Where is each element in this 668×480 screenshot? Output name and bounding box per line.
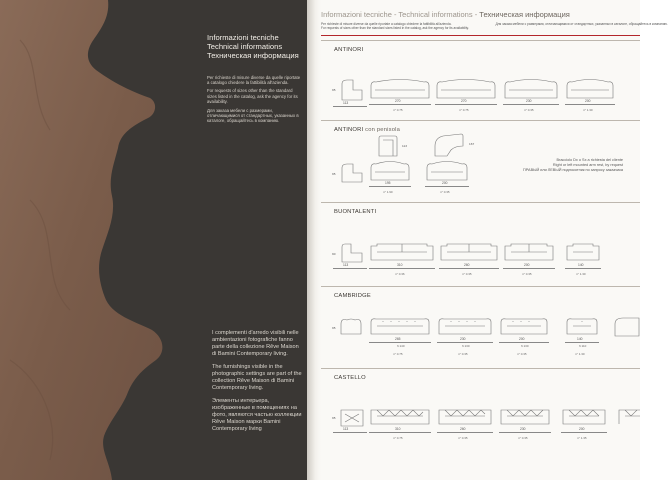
depth-label: 95	[332, 416, 336, 420]
width-label: 230	[460, 337, 466, 341]
width-label: 270	[395, 99, 401, 103]
section-divider	[321, 120, 640, 121]
technical-info-block	[207, 33, 301, 127]
sofa-with-chaise-drawing	[369, 160, 411, 182]
title-italian: Informazioni tecniche	[207, 33, 279, 42]
width-label: 260	[464, 263, 470, 267]
chaise-drawing	[613, 314, 639, 338]
seat-label: n° 0.35	[440, 190, 450, 194]
sub-label: ft 130	[462, 344, 470, 348]
right-title-italian: Informazioni tecniche	[321, 10, 392, 19]
side-dimension: 113	[343, 263, 349, 267]
section-divider	[321, 202, 640, 203]
note-russian: ПРАВЫЙ или ЛЕВЫЙ подлокотник по запросу заказчика	[523, 168, 623, 172]
seat-label: n° 1.30	[575, 352, 585, 356]
side-dimension: 113	[343, 427, 349, 431]
right-header	[321, 10, 668, 31]
right-page-title: Informazioni tecniche - Technical informations - Техническая информация	[321, 10, 570, 19]
width-label: 200	[579, 427, 585, 431]
subtitle-russian: Для заказа мебели с размерами, отличающимися от стандартных, указанных в каталоге, обращайтесь в компанию.	[495, 22, 668, 26]
sofa-with-chaise-drawing	[425, 160, 469, 182]
seat-label: n° 1.30	[576, 272, 586, 276]
sofa-drawing	[369, 242, 435, 262]
chaise-depth: 113	[402, 144, 407, 148]
width-label: 200	[519, 337, 525, 341]
tufted-sofa-drawing	[561, 406, 607, 426]
section-divider	[321, 368, 640, 369]
width-label: 230	[520, 427, 526, 431]
side-view-drawing	[339, 78, 365, 102]
section-title: ANTINORI	[334, 47, 364, 53]
chesterfield-drawing	[369, 316, 431, 336]
right-page	[321, 0, 668, 480]
page-gutter	[307, 0, 321, 480]
depth-label: 95	[332, 326, 336, 330]
seat-label: n° 1.35	[577, 436, 587, 440]
seat-label: n° 0.75	[393, 352, 403, 356]
seat-label: n° 0.35	[462, 272, 472, 276]
right-title-russian: Техническая информация	[479, 10, 570, 19]
seat-label: n° 0.35	[518, 436, 528, 440]
seat-label: n° 0.35	[517, 352, 527, 356]
section-divider	[321, 40, 640, 41]
text-italian: Per richieste di misure diverse da quelle riportate a catalogo chiedere la fattibilità all'azienda.	[207, 74, 301, 86]
side-view-drawing	[339, 406, 365, 428]
sofa-drawing	[565, 78, 615, 100]
section-title: CAMBRIDGE	[334, 293, 371, 299]
depth-label: 90	[332, 252, 336, 256]
corner-top-view	[433, 132, 465, 158]
side-view-drawing	[339, 242, 365, 264]
notice-russian: Элементы интерьера, изображенные в помещениях на фото, являются частью коллекции Rêve Maison марки Bamini Contemporary living	[212, 398, 302, 432]
armrest-note	[483, 158, 623, 173]
title-english: Technical informations	[207, 42, 283, 52]
chaise-top-view	[377, 134, 399, 158]
chesterfield-drawing	[499, 316, 549, 336]
section-antinori	[321, 40, 640, 120]
width-label: 140	[577, 337, 583, 341]
sub-label: ft 110	[579, 344, 587, 348]
right-title-english: Technical informations	[398, 10, 473, 19]
seat-label: n° 0.75	[459, 108, 469, 112]
text-english: For requests of sizes other than the standard sizes listed in the catalog, ask the agency for its availability.	[207, 88, 298, 105]
seat-label: n° 0.35	[524, 108, 534, 112]
sofa-drawing	[503, 78, 559, 100]
text-russian: Для заказа мебели с размерами, отличающимися от стандартных, указанных в каталоге, обращайтесь в компанию.	[207, 107, 299, 124]
seat-label: n° 0.35	[458, 436, 468, 440]
width-label: 200	[524, 263, 530, 267]
tufted-sofa-drawing	[499, 406, 551, 426]
side-view-drawing	[339, 316, 363, 336]
tufted-sofa-drawing	[369, 406, 431, 426]
seat-label: n° 0.75	[393, 108, 403, 112]
width-label: 230	[526, 99, 532, 103]
section-title: CASTELLO	[334, 375, 366, 381]
width-label: 260	[460, 427, 466, 431]
tufted-chaise-drawing	[617, 406, 640, 426]
width-label: 265	[395, 337, 401, 341]
header-red-rule	[321, 35, 640, 36]
seat-label: n° 1.90	[383, 190, 393, 194]
sub-label: ft 140	[397, 344, 405, 348]
width-label: 310	[397, 263, 403, 267]
sofa-drawing	[565, 242, 601, 262]
title-russian: Техническая информация	[207, 51, 299, 61]
sofa-drawing	[435, 78, 497, 100]
note-italian: Bracciolo Dx o Sx a richiesta del cliente	[556, 158, 623, 162]
width-label: 140	[578, 263, 584, 267]
subtitle-italian: Per richieste di misure diverse da quelle riportate a catalogo chiedere la fattibilità all'azienda.	[321, 22, 452, 26]
seat-label: n° 0.35	[458, 352, 468, 356]
chesterfield-drawing	[565, 316, 599, 336]
subtitle-english: For requests of sizes other than the standard sizes listed in the catalog, ask the agency for its availability.	[321, 26, 469, 31]
chesterfield-drawing	[437, 316, 493, 336]
notice-english: The furnishings visible in the photographic settings are part of the collection Rêve Maison di Bamini Contemporary living.	[212, 364, 302, 391]
width-label: 310	[395, 427, 401, 431]
sub-label: ft 130	[521, 344, 529, 348]
left-page	[0, 0, 307, 480]
section-title: BUONTALENTI	[334, 209, 377, 215]
tufted-sofa-drawing	[437, 406, 493, 426]
seat-label: n° 0.36	[395, 272, 405, 276]
sofa-drawing	[503, 242, 555, 262]
sofa-drawing	[369, 78, 431, 100]
seat-label: n° 0.75	[393, 436, 403, 440]
seat-label: n° 0.35	[522, 272, 532, 276]
corner-depth: 167	[469, 142, 475, 146]
seat-label: n° 1.30	[583, 108, 593, 112]
section-divider	[321, 286, 640, 287]
furnishings-notice	[212, 330, 304, 439]
depth-label: 95	[332, 172, 336, 176]
notice-italian: I complementi d'arredo visibili nelle ambientazioni fotografiche fanno parte della collezione Rêve Maison di Bamini Contemporary living.	[212, 330, 299, 357]
section-cambridge	[321, 286, 640, 368]
sofa-drawing	[439, 242, 499, 262]
width-label: 200	[585, 99, 591, 103]
side-view-drawing	[339, 162, 365, 184]
section-title: ANTINORI con penisola	[334, 127, 401, 133]
width-label: 195	[385, 181, 391, 185]
note-english: Right or left mounted arm rest, by request	[552, 163, 623, 167]
section-antinori-peninsula	[321, 120, 640, 202]
section-buontalenti	[321, 202, 640, 286]
width-label: 270	[461, 99, 467, 103]
section-castello	[321, 368, 640, 480]
depth-label: 95	[332, 88, 336, 92]
width-label: 200	[442, 181, 448, 185]
side-dimension: 113	[343, 101, 349, 105]
